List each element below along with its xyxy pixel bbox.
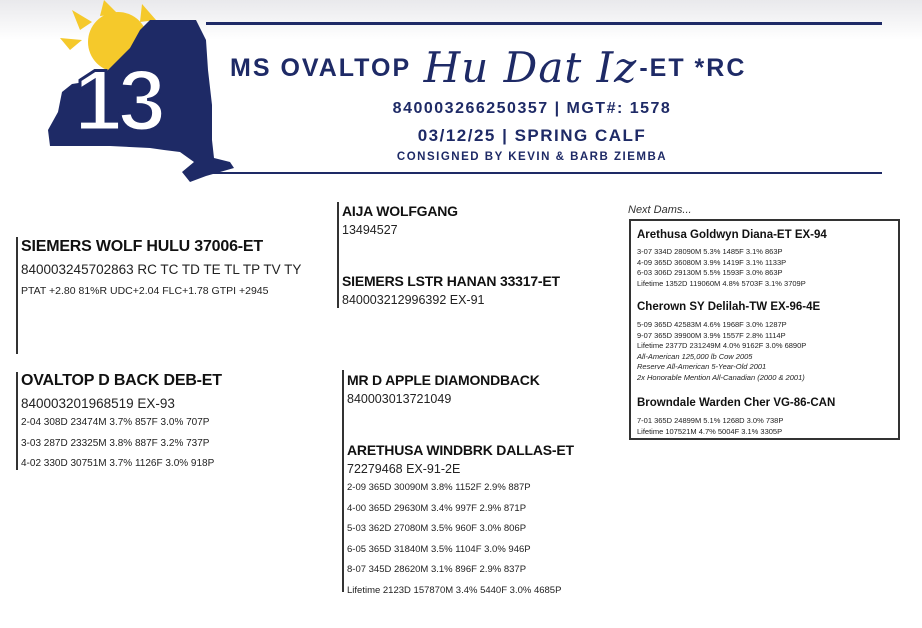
name-prefix: MS OVALTOP xyxy=(230,54,411,82)
sire-sire-name: AIJA WOLFGANG xyxy=(342,203,458,219)
next-dam-record: Lifetime 2377D 231249M 4.0% 9162F 3.0% 6890P xyxy=(637,341,807,350)
next-dam-records xyxy=(637,416,783,437)
dam-records xyxy=(21,413,214,475)
sire-dam-name: SIEMERS LSTR HANAN 33317-ET xyxy=(342,273,560,289)
date-class-line: 03/12/25 | SPRING CALF xyxy=(417,126,647,145)
next-dam-record: 6-03 306D 29130M 5.5% 1593F 3.0% 863P xyxy=(637,268,783,277)
sire-reg: 840003245702863 RC TC TD TE TL TP TV TY xyxy=(21,262,302,277)
next-dam-name: Cherown SY Delilah-TW EX-96-4E xyxy=(637,301,821,313)
name-script: Hu Dat Iz xyxy=(423,43,638,92)
dam-record: 3-03 287D 23325M 3.8% 887F 3.2% 737P xyxy=(21,437,210,449)
next-dams-box xyxy=(629,219,900,440)
next-dam-records xyxy=(637,320,806,383)
dam-sire-name: MR D APPLE DIAMONDBACK xyxy=(347,372,540,388)
sire-dam-reg: 840003212996392 EX-91 xyxy=(342,293,485,307)
next-dam-note: Reserve All-American 5-Year-Old 2001 xyxy=(637,362,767,371)
dam-dam-name: ARETHUSA WINDBRK DALLAS-ET xyxy=(347,442,574,458)
next-dam-record: Lifetime 107521M 4.7% 5004F 3.1% 3305P xyxy=(637,426,783,436)
next-dams-label: Next Dams... xyxy=(628,204,692,216)
dam-dam-record: 4-00 365D 29630M 3.4% 997F 2.9% 871P xyxy=(347,502,527,514)
next-dam-record: 9-07 365D 39900M 3.9% 1557F 2.8% 1114P xyxy=(637,330,786,340)
next-dam-note: 2x Honorable Mention All-Canadian (2000 & 2001) xyxy=(637,372,805,382)
next-dam-record: 3-07 334D 28090M 5.3% 1485F 3.1% 863P xyxy=(637,247,783,256)
dam-dam-record: 5-03 362D 27080M 3.5% 960F 3.0% 806P xyxy=(347,523,527,534)
next-dam-record: 7-01 365D 24899M 5.1% 1268D 3.0% 738P xyxy=(637,416,784,425)
sire-name: SIEMERS WOLF HULU 37006-ET xyxy=(21,238,263,255)
consignor-line: CONSIGNED BY KEVIN & BARB ZIEMBA xyxy=(396,151,668,163)
dam-dam-record: 6-05 365D 31840M 3.5% 1104F 3.0% 946P xyxy=(347,543,531,555)
lot-animal-name xyxy=(230,37,747,92)
dam-reg: 840003201968519 EX-93 xyxy=(21,396,175,411)
sire-genomics: PTAT +2.80 81%R UDC+2.04 FLC+1.78 GTPI +2945 xyxy=(21,285,269,297)
header-bottom-rule xyxy=(206,172,882,174)
next-dam-records xyxy=(637,247,806,289)
next-dam-note: All-American 125,000 lb Cow 2005 xyxy=(637,351,753,361)
lot-number: 13 xyxy=(74,53,162,149)
dam-dam-record: Lifetime 2123D 157870M 3.4% 5440F 3.0% 4685P xyxy=(347,584,562,596)
dam-dam-record: 8-07 345D 28620M 3.1% 896F 2.9% 837P xyxy=(347,564,527,575)
sire-parents-bracket xyxy=(337,202,339,308)
dam-dam-records xyxy=(347,478,561,601)
next-dam-record: Lifetime 1352D 119060M 4.8% 5703F 3.1% 3709P xyxy=(637,278,806,288)
lot-badge-logo xyxy=(0,0,240,200)
dam-dam-reg: 72279468 EX-91-2E xyxy=(347,462,461,476)
sire-sire-reg: 13494527 xyxy=(342,223,398,237)
registration-line: 840003266250357 | MGT#: 1578 xyxy=(392,100,672,117)
dam-sire-reg: 840003013721049 xyxy=(347,392,452,406)
dam-parents-bracket xyxy=(342,370,344,592)
next-dam-name: Browndale Warden Cher VG-86-CAN xyxy=(637,397,836,409)
header-top-rule xyxy=(206,22,882,25)
dam-name: OVALTOP D BACK DEB-ET xyxy=(21,372,222,389)
dam-dam-record: 2-09 365D 30090M 3.8% 1152F 2.9% 887P xyxy=(347,482,531,493)
next-dam-record: 4-09 365D 36080M 3.9% 1419F 3.1% 1133P xyxy=(637,257,787,267)
dam-bracket xyxy=(16,372,18,470)
dam-record: 4-02 330D 30751M 3.7% 1126F 3.0% 918P xyxy=(21,458,215,469)
dam-record: 2-04 308D 23474M 3.7% 857F 3.0% 707P xyxy=(21,417,210,428)
next-dam-record: 5-09 365D 42583M 4.6% 1968F 3.0% 1287P xyxy=(637,320,787,329)
name-suffix: -ET *RC xyxy=(639,54,747,82)
sire-bracket xyxy=(16,237,18,354)
next-dam-name: Arethusa Goldwyn Diana-ET EX-94 xyxy=(637,229,827,241)
